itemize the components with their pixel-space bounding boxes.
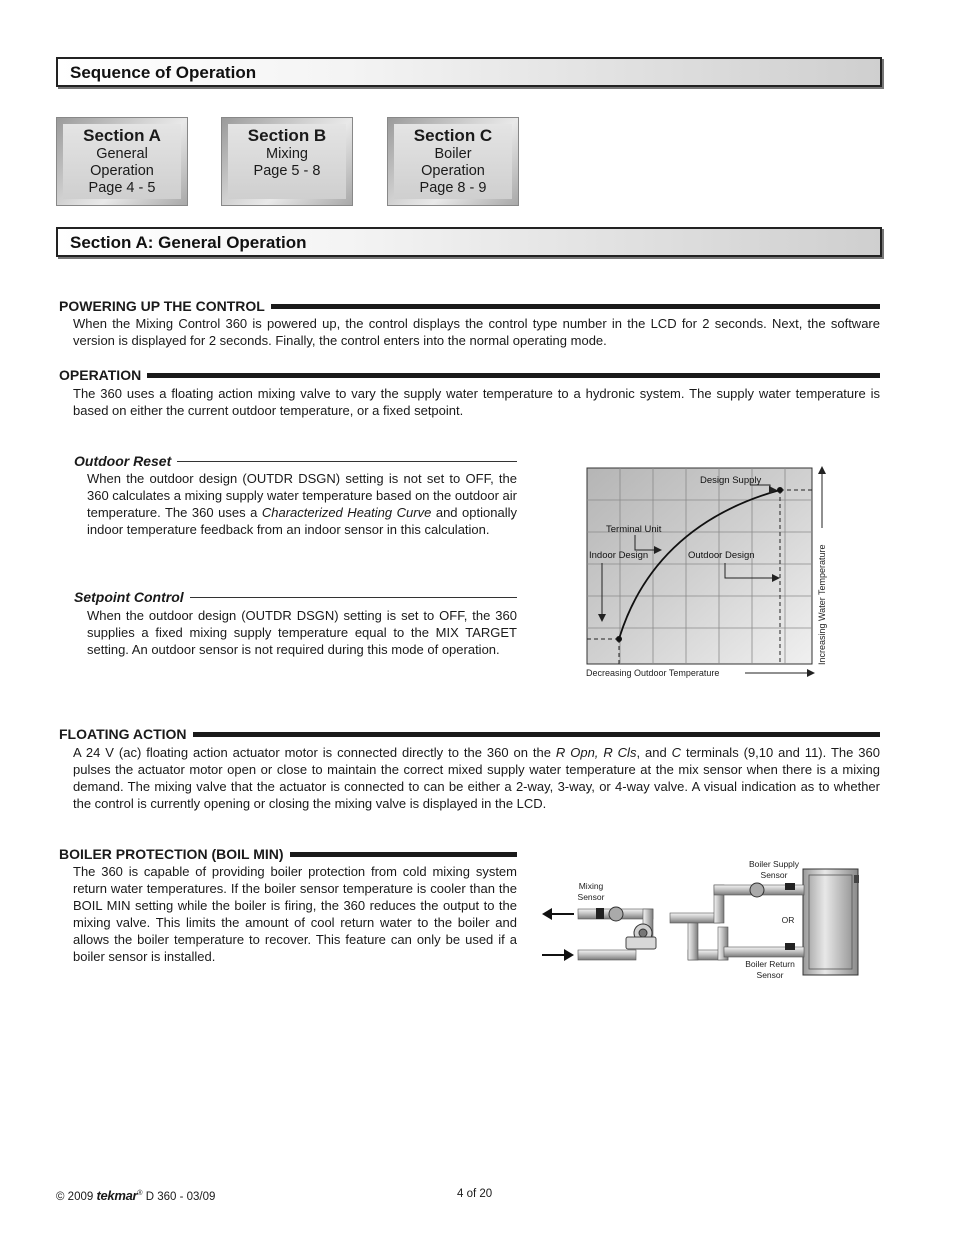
operation-heading: OPERATION bbox=[59, 367, 880, 383]
floating-heading: FLOATING ACTION bbox=[59, 726, 880, 742]
boiler-supply-sensor bbox=[785, 883, 795, 890]
design-supply-label: Design Supply bbox=[700, 475, 762, 486]
heating-curve-graph bbox=[580, 460, 840, 685]
copyright: © 2009 bbox=[56, 1191, 94, 1203]
powering-heading: POWERING UP THE CONTROL bbox=[59, 298, 880, 314]
section-a-title: Section A bbox=[83, 126, 161, 145]
boiler-protection-text: The 360 is capable of providing boiler protection from cold mixing system return water temperatures. If the boiler sensor temperature is cooler than the BOIL MIN setting while the boiler is firing, the 360 reduces the output to the mixing valve. This limits the amount of cool return water to the boiler and allows the boiler temperature to recover. This feature can only be used if a boiler sensor is installed. bbox=[73, 864, 517, 964]
section-c-desc-2: Operation bbox=[421, 163, 485, 179]
powering-text: When the Mixing Control 360 is powered up, the control displays the control type number in the LCD for 2 seconds. Next, the software version is displayed for 2 seconds. Finally, the control enters into the normal operating mode. bbox=[73, 316, 880, 348]
page-title: Sequence of Operation bbox=[70, 63, 257, 82]
boiler-return-sensor bbox=[785, 943, 795, 950]
document-id: D 360 - 03/09 bbox=[145, 1191, 216, 1203]
outdoor-design-label: Outdoor Design bbox=[688, 550, 755, 561]
brand-logo: tekmar bbox=[96, 1188, 138, 1203]
section-b-desc-2: Page 5 - 8 bbox=[253, 163, 321, 179]
section-b-box[interactable] bbox=[221, 117, 353, 206]
boiler-supply-label-2: Sensor bbox=[760, 870, 788, 880]
boiler-supply-label-1: Boiler Supply bbox=[748, 859, 800, 869]
curve-start-point bbox=[616, 636, 622, 642]
heading-rule bbox=[271, 304, 880, 309]
curve-end-point bbox=[777, 487, 783, 493]
boiler-pump bbox=[750, 883, 764, 897]
mixing-sensor-label-1: Mixing bbox=[578, 881, 604, 891]
indoor-design-label: Indoor Design bbox=[589, 550, 649, 561]
floating-text: A 24 V (ac) floating action actuator motor is connected directly to the 360 on the R Opn, R Cls, and C terminals (9,10 and 11). The 360 pulses the actuator motor open or close to maintain the correct mixed supply water temperature at the mix sensor when there is a mixing demand. The mixing valve that the actuator is connected to can be either a 2-way, 3-way, or 4-way valve. A visual indication as to whether the control is currently opening or closing the mixing valve is displayed in the LCD. bbox=[73, 745, 880, 811]
page-number: 4 of 20 bbox=[457, 1188, 493, 1200]
heading-rule bbox=[147, 373, 880, 378]
section-a-box[interactable] bbox=[56, 117, 188, 206]
piping-diagram bbox=[538, 855, 868, 985]
section-a-heading: Section A: General Operation bbox=[70, 233, 307, 252]
boiler bbox=[803, 869, 858, 975]
y-axis-label: Increasing Water Temperature bbox=[817, 544, 827, 665]
outdoor-reset-heading: Outdoor Reset bbox=[74, 453, 517, 469]
footer-left bbox=[56, 1188, 215, 1203]
x-axis-label: Decreasing Outdoor Temperature bbox=[586, 668, 720, 678]
section-b-desc-1: Mixing bbox=[266, 146, 308, 162]
terminal-unit-label: Terminal Unit bbox=[606, 524, 662, 535]
section-a-title-bar bbox=[56, 227, 882, 257]
section-a-desc-1: General bbox=[96, 146, 148, 162]
registered-mark: ® bbox=[137, 1190, 143, 1198]
boiler-return-label-2: Sensor bbox=[756, 970, 784, 980]
boiler-protection-heading: BOILER PROTECTION (BOIL MIN) bbox=[59, 846, 517, 862]
operation-text: The 360 uses a floating action mixing valve to vary the supply water temperature to a hydronic system. The supply water temperature is based on either the current outdoor temperature, or a fixed setpoint. bbox=[73, 386, 880, 418]
mixing-sensor-label-2: Sensor bbox=[577, 892, 605, 902]
section-c-desc-3: Page 8 - 9 bbox=[419, 180, 487, 196]
section-c-desc-1: Boiler bbox=[434, 146, 472, 162]
heading-rule bbox=[290, 852, 517, 857]
setpoint-control-text: When the outdoor design (OUTDR DSGN) setting is set to OFF, the 360 supplies a fixed mixing supply temperature equal to the MIX TARGET setting. An outdoor sensor is not required during this mode of operation. bbox=[87, 608, 517, 657]
mixing-valve-body bbox=[626, 937, 656, 949]
section-a-desc-2: Operation bbox=[90, 163, 154, 179]
or-label: OR bbox=[781, 915, 795, 925]
boiler-return-label-1: Boiler Return bbox=[745, 959, 795, 969]
page-title-bar bbox=[56, 57, 882, 87]
setpoint-control-heading: Setpoint Control bbox=[74, 589, 517, 605]
pipes bbox=[578, 885, 804, 960]
heading-rule bbox=[193, 732, 880, 737]
section-c-box[interactable] bbox=[387, 117, 519, 206]
section-c-title: Section C bbox=[413, 126, 493, 145]
mixing-sensor bbox=[596, 908, 604, 919]
section-b-title: Section B bbox=[247, 126, 327, 145]
section-a-desc-3: Page 4 - 5 bbox=[88, 180, 156, 196]
outdoor-reset-text: When the outdoor design (OUTDR DSGN) setting is not set to OFF, the 360 calculates a mixing supply water temperature based on the outdoor air temperature. The 360 uses a Characterized Heating Curve and optionally indoor temperature feedback from an indoor sensor in this calculation. bbox=[87, 471, 517, 537]
mixing-pump bbox=[609, 907, 623, 921]
